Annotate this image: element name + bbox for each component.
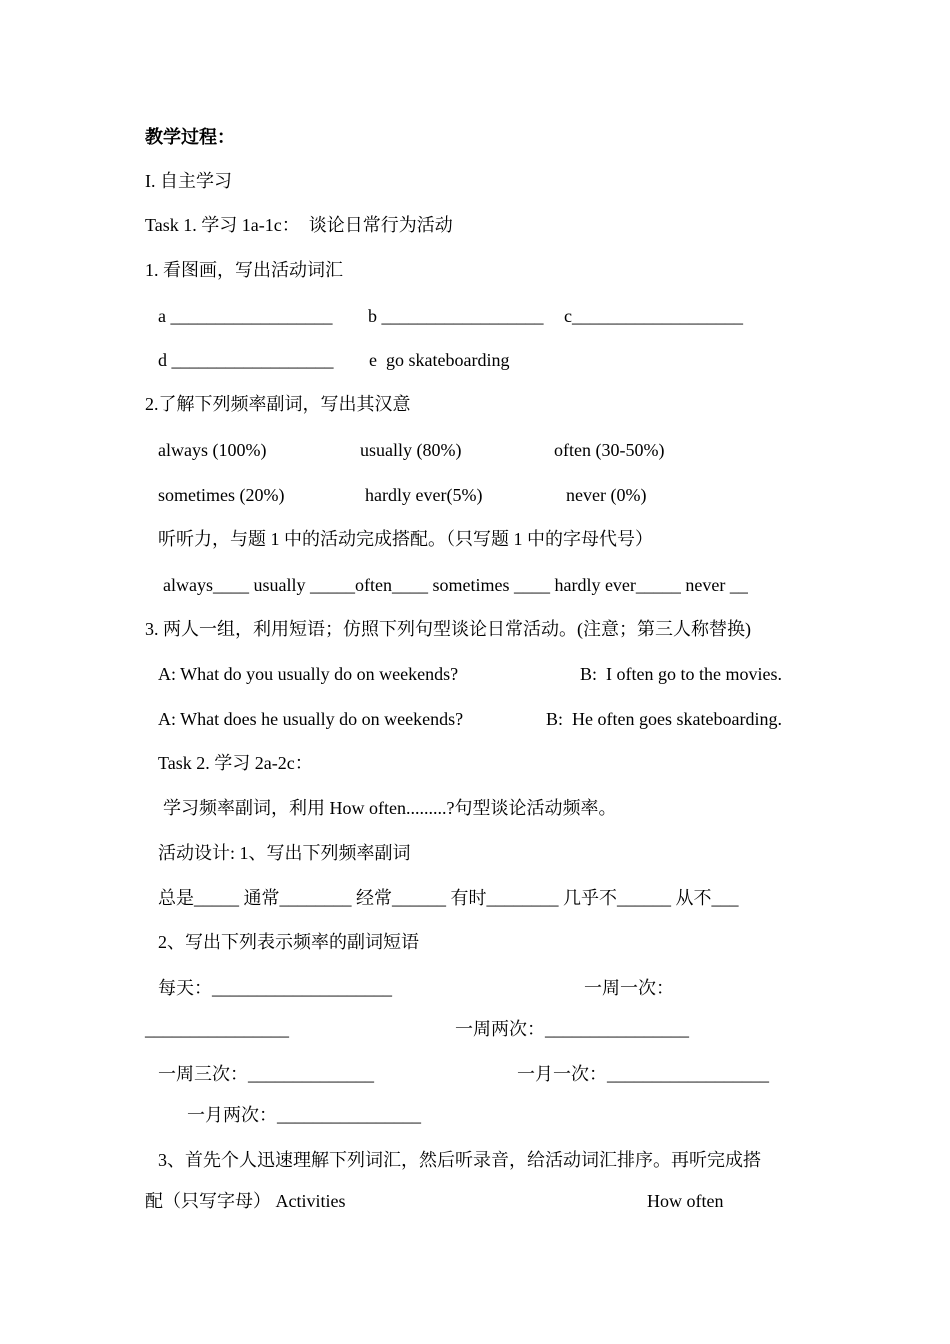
section-heading: 教学过程： xyxy=(145,127,235,147)
dialogue-1-b: B: I often go to the movies. xyxy=(580,664,782,684)
column-how-often: How often xyxy=(647,1191,724,1211)
task-1-title: Task 1. 学习 1a-1c： 谈论日常行为活动 xyxy=(145,215,453,235)
subtask-2: 2、写出下列表示频率的副词短语 xyxy=(158,932,419,952)
question-2: 2.了解下列频率副词，写出其汉意 xyxy=(145,394,411,414)
phrase-three-times-a-week: 一周三次：______________ xyxy=(158,1064,374,1084)
question-3: 3. 两人一组，利用短语；仿照下列句型谈论日常活动。(注意；第三人称替换) xyxy=(145,619,751,639)
listening-instruction: 听听力，与题 1 中的活动完成搭配。（只写题 1 中的字母代号） xyxy=(158,529,653,549)
phrase-once-a-month: 一月一次：__________________ xyxy=(517,1064,769,1084)
question-1: 1. 看图画，写出活动词汇 xyxy=(145,260,343,280)
adverb-hardly-ever: hardly ever(5%) xyxy=(365,485,483,505)
dialogue-2-b: B: He often goes skateboarding. xyxy=(546,709,782,729)
adverb-always: always (100%) xyxy=(158,440,267,460)
dialogue-1-a: A: What do you usually do on weekends? xyxy=(158,664,459,684)
subtask-3-continued: 配（只写字母） Activities xyxy=(145,1191,346,1211)
phrase-once-a-week-blank: ________________ xyxy=(145,1019,289,1039)
phrase-twice-a-month: 一月两次：________________ xyxy=(187,1105,421,1125)
frequency-words-line: 总是_____ 通常________ 经常______ 有时________ 几乎不______ 从不___ xyxy=(158,888,739,908)
task-2-title: Task 2. 学习 2a-2c： xyxy=(158,753,313,773)
activity-design: 活动设计: 1、写出下列频率副词 xyxy=(158,843,411,863)
phrase-every-day: 每天：____________________ xyxy=(158,978,392,998)
adverb-usually: usually (80%) xyxy=(360,440,462,460)
phrase-twice-a-week: 一周两次：________________ xyxy=(455,1019,689,1039)
phrase-once-a-week: 一周一次： xyxy=(584,978,674,998)
matching-line: always____ usually _____often____ sometimes ____ hardly ever_____ never __ xyxy=(163,575,748,595)
adverb-never: never (0%) xyxy=(566,485,647,505)
dialogue-2-a: A: What does he usually do on weekends? xyxy=(158,709,464,729)
task-2-description: 学习频率副词，利用 How often.........?句型谈论活动频率。 xyxy=(163,798,617,818)
blank-c: c___________________ xyxy=(564,306,743,326)
section-title: I. 自主学习 xyxy=(145,171,232,191)
adverb-sometimes: sometimes (20%) xyxy=(158,485,285,505)
blank-d: d __________________ xyxy=(158,350,334,370)
subtask-3: 3、首先个人迅速理解下列词汇，然后听录音，给活动词汇排序。再听完成搭 xyxy=(158,1150,761,1170)
adverb-often: often (30-50%) xyxy=(554,440,665,460)
item-e: e go skateboarding xyxy=(369,350,510,370)
blank-a: a __________________ xyxy=(158,306,333,326)
blank-b: b __________________ xyxy=(368,306,544,326)
